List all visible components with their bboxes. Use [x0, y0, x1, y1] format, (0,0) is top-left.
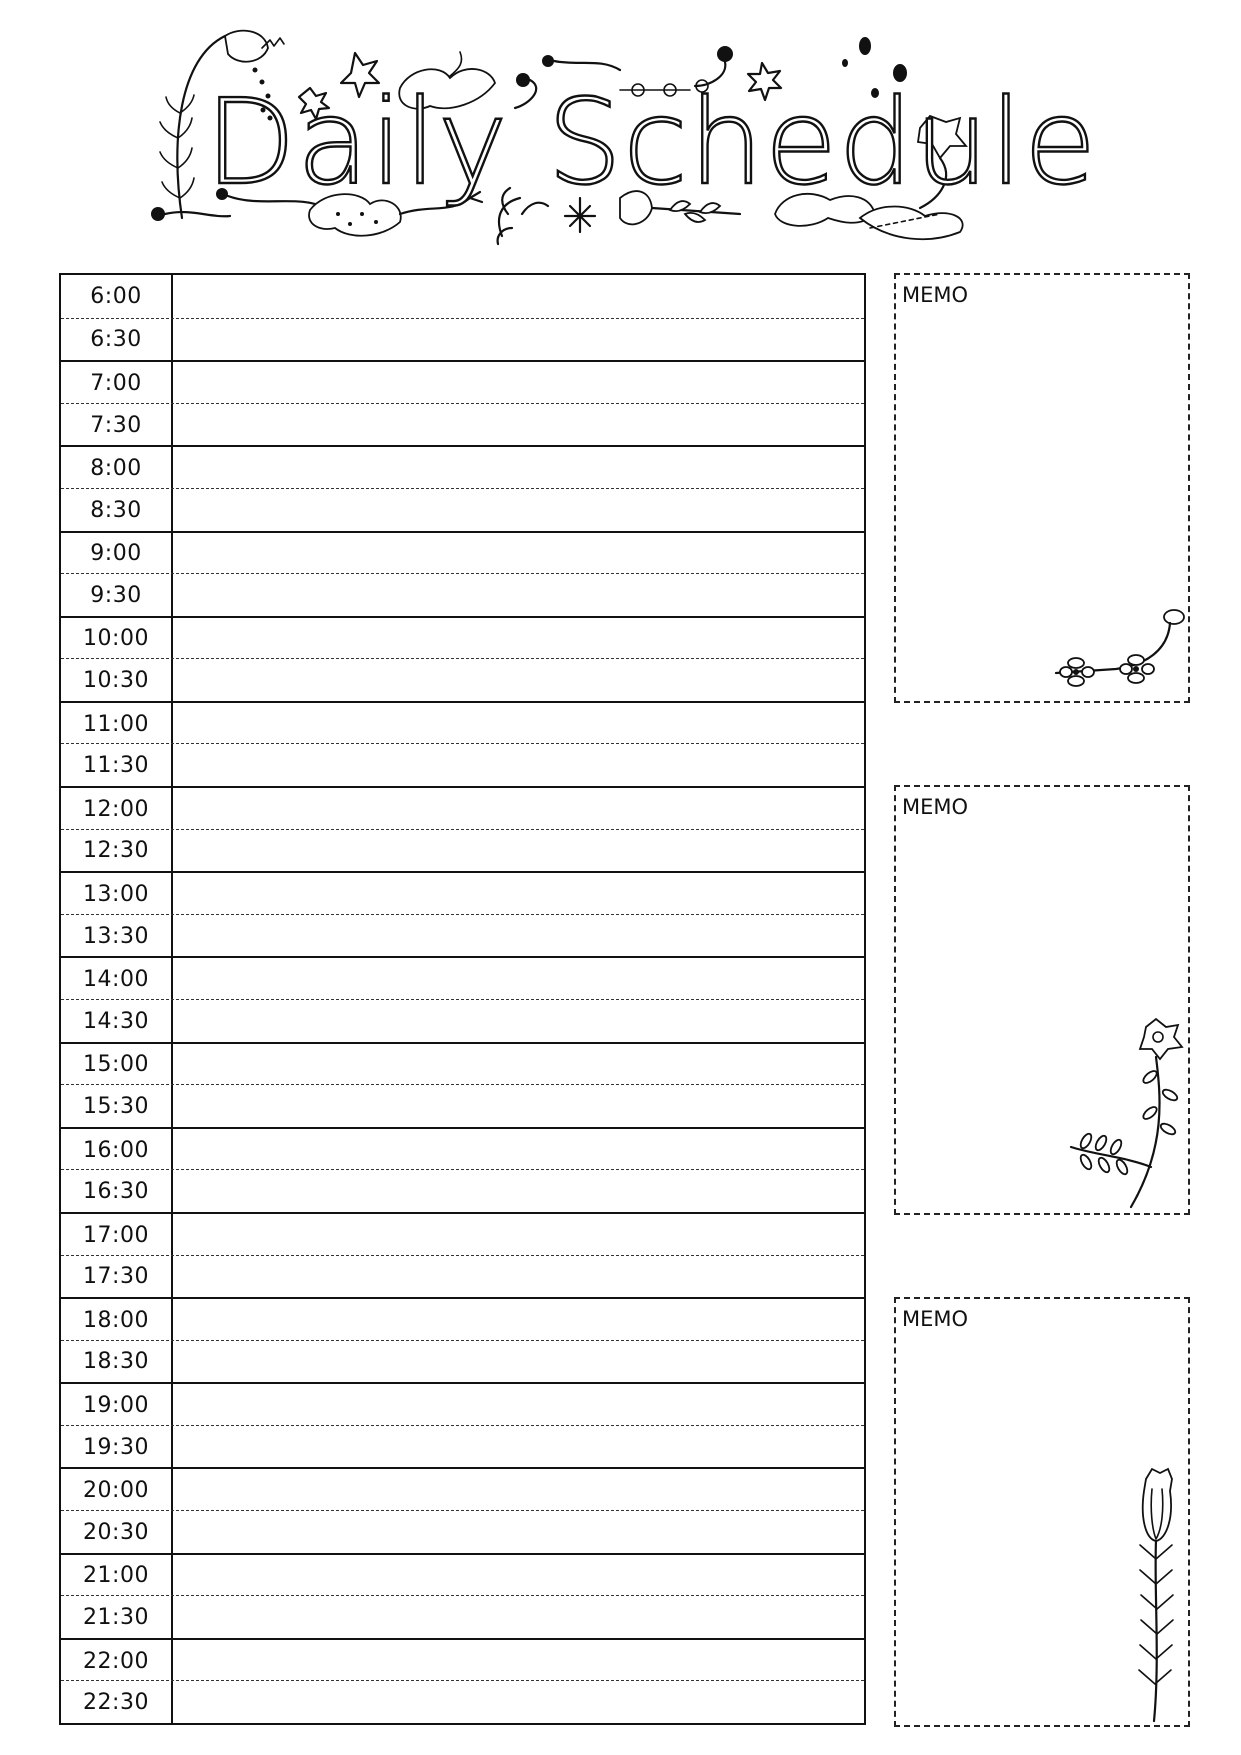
schedule-entry-field[interactable] — [173, 744, 864, 787]
time-label: 17:00 — [83, 1222, 149, 1248]
schedule-entry-field[interactable] — [173, 1256, 864, 1299]
time-label: 8:30 — [90, 497, 142, 523]
schedule-entry-field[interactable] — [173, 618, 864, 661]
schedule-row — [61, 1297, 864, 1342]
schedule-entry-field[interactable] — [173, 1214, 864, 1257]
schedule-row — [61, 1255, 864, 1299]
schedule-entry-field[interactable] — [173, 362, 864, 405]
schedule-entry-field[interactable] — [173, 659, 864, 702]
time-label: 7:30 — [90, 412, 142, 438]
schedule-row — [61, 1467, 864, 1512]
time-label: 20:00 — [83, 1478, 149, 1504]
schedule-entry-field[interactable] — [173, 1384, 864, 1427]
schedule-table — [59, 273, 866, 1725]
schedule-row — [61, 488, 864, 532]
time-label: 15:00 — [83, 1052, 149, 1078]
schedule-row — [61, 1042, 864, 1087]
time-label: 21:00 — [83, 1563, 149, 1589]
memo-label: MEMO — [902, 1307, 969, 1331]
time-label: 15:30 — [83, 1093, 149, 1119]
memo-label: MEMO — [902, 795, 969, 819]
schedule-entry-field[interactable] — [173, 533, 864, 576]
schedule-row — [61, 1553, 864, 1598]
time-label: 22:00 — [83, 1648, 149, 1674]
schedule-row — [61, 743, 864, 787]
schedule-entry-field[interactable] — [173, 830, 864, 873]
schedule-row — [61, 786, 864, 831]
time-label: 10:00 — [83, 626, 149, 652]
schedule-row — [61, 1510, 864, 1554]
time-label: 14:30 — [83, 1008, 149, 1034]
schedule-row — [61, 871, 864, 916]
schedule-row — [61, 1638, 864, 1683]
schedule-row — [61, 999, 864, 1043]
memo-box-3[interactable] — [894, 1297, 1190, 1727]
schedule-entry-field[interactable] — [173, 788, 864, 831]
flower-vine-icon — [1046, 605, 1186, 705]
time-label: 18:30 — [83, 1349, 149, 1375]
schedule-row — [61, 616, 864, 661]
schedule-entry-field[interactable] — [173, 703, 864, 746]
schedule-row — [61, 1084, 864, 1128]
time-label: 6:00 — [90, 283, 142, 309]
time-label: 19:00 — [83, 1393, 149, 1419]
time-label: 11:00 — [83, 711, 149, 737]
schedule-entry-field[interactable] — [173, 404, 864, 447]
schedule-row — [61, 318, 864, 362]
schedule-row — [61, 1340, 864, 1384]
time-label: 19:30 — [83, 1434, 149, 1460]
time-label: 8:00 — [90, 456, 142, 482]
schedule-entry-field[interactable] — [173, 873, 864, 916]
memo-box-1[interactable] — [894, 273, 1190, 703]
schedule-row — [61, 829, 864, 873]
schedule-row — [61, 531, 864, 576]
time-label: 16:30 — [83, 1179, 149, 1205]
schedule-row — [61, 701, 864, 746]
memo-box-2[interactable] — [894, 785, 1190, 1215]
header — [150, 18, 1098, 268]
schedule-entry-field[interactable] — [173, 275, 864, 318]
time-label: 18:00 — [83, 1307, 149, 1333]
schedule-row — [61, 1169, 864, 1213]
schedule-row — [61, 403, 864, 447]
schedule-row — [61, 573, 864, 617]
schedule-entry-field[interactable] — [173, 1511, 864, 1554]
time-label: 12:30 — [83, 838, 149, 864]
time-label: 10:30 — [83, 668, 149, 694]
time-label: 17:30 — [83, 1264, 149, 1290]
memo-label: MEMO — [902, 283, 969, 307]
time-label: 20:30 — [83, 1519, 149, 1545]
schedule-row — [61, 1212, 864, 1257]
schedule-entry-field[interactable] — [173, 1085, 864, 1128]
schedule-entry-field[interactable] — [173, 1044, 864, 1087]
schedule-entry-field[interactable] — [173, 1426, 864, 1469]
time-label: 11:30 — [83, 753, 149, 779]
schedule-entry-field[interactable] — [173, 1555, 864, 1598]
time-label: 21:30 — [83, 1605, 149, 1631]
time-label: 13:30 — [83, 923, 149, 949]
page-title: Daily Schedule — [205, 73, 1098, 211]
flower-branch-icon — [1066, 1017, 1186, 1212]
schedule-entry-field[interactable] — [173, 915, 864, 958]
schedule-entry-field[interactable] — [173, 489, 864, 532]
time-label: 9:30 — [90, 582, 142, 608]
time-label: 22:30 — [83, 1690, 149, 1716]
schedule-entry-field[interactable] — [173, 447, 864, 490]
schedule-entry-field[interactable] — [173, 1469, 864, 1512]
time-label: 13:00 — [83, 882, 149, 908]
time-label: 7:00 — [90, 370, 142, 396]
time-label: 14:00 — [83, 967, 149, 993]
schedule-row — [61, 445, 864, 490]
schedule-row — [61, 914, 864, 958]
schedule-row — [61, 956, 864, 1001]
schedule-entry-field[interactable] — [173, 1170, 864, 1213]
schedule-row — [61, 1595, 864, 1639]
time-label: 9:00 — [90, 541, 142, 567]
tulip-stem-icon — [1126, 1459, 1186, 1724]
schedule-entry-field[interactable] — [173, 319, 864, 362]
schedule-entry-field[interactable] — [173, 958, 864, 1001]
schedule-row — [61, 1127, 864, 1172]
schedule-entry-field[interactable] — [173, 1640, 864, 1683]
schedule-row — [61, 1425, 864, 1469]
schedule-row — [61, 1382, 864, 1427]
time-label: 12:00 — [83, 796, 149, 822]
time-label: 16:00 — [83, 1137, 149, 1163]
schedule-entry-field[interactable] — [173, 574, 864, 617]
schedule-entry-field[interactable] — [173, 1341, 864, 1384]
time-label: 6:30 — [90, 327, 142, 353]
header-doodle-illustration — [150, 18, 1098, 268]
schedule-entry-field[interactable] — [173, 1299, 864, 1342]
schedule-entry-field[interactable] — [173, 1596, 864, 1639]
schedule-entry-field[interactable] — [173, 1129, 864, 1172]
schedule-entry-field[interactable] — [173, 1681, 864, 1724]
schedule-entry-field[interactable] — [173, 1000, 864, 1043]
schedule-row — [61, 658, 864, 702]
schedule-row — [61, 1680, 864, 1724]
schedule-row — [61, 275, 864, 318]
schedule-row — [61, 360, 864, 405]
